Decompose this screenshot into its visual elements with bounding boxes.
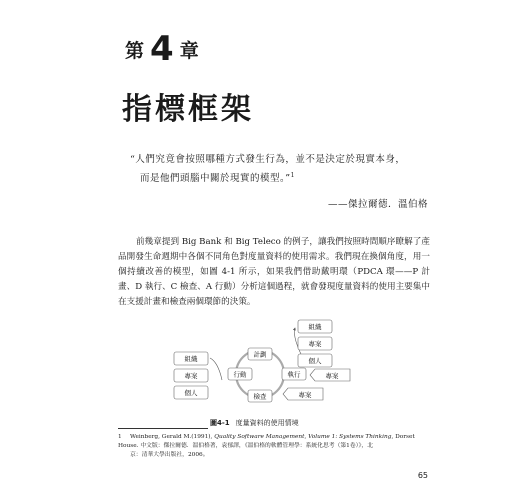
node-plan-label: 計劃: [253, 350, 267, 359]
chapter-number: 4: [150, 29, 174, 69]
left-box-3-label: 個人: [184, 389, 198, 397]
footnote-divider: [118, 428, 208, 429]
figure-caption: [210, 418, 299, 428]
arrow-box-2-label: 專案: [298, 391, 312, 399]
left-box-1-label: 組織: [184, 355, 198, 363]
right-box-3-label: 個人: [308, 357, 322, 365]
left-bracket: [210, 358, 222, 380]
page-number: 65: [417, 471, 428, 480]
epigraph-quote: [130, 152, 430, 187]
body-paragraph: [118, 235, 430, 310]
footnote-text-b: , Dorset House. 中文版：傑拉爾德．溫伯格著，袁郁譯，《溫伯格的軟體管理學：系統化思考（第1卷）》，北: [118, 434, 415, 449]
node-check-label: 檢查: [253, 392, 267, 401]
right-box-2-label: 專案: [308, 340, 322, 348]
footnote-number: 1: [118, 434, 122, 440]
quote-line-1: “人們究竟會按照哪種方式發生行為，並不是決定於現實本身，: [130, 154, 406, 165]
left-stack: [174, 352, 222, 399]
footnote-text-c: 京：清華大學出版社，2006。: [130, 452, 209, 458]
left-box-2-label: 專案: [184, 372, 198, 380]
figure-label: 圖4-1: [210, 419, 230, 427]
quote-footnote-marker: 1: [290, 172, 295, 179]
pdca-diagram: [160, 318, 360, 410]
footnote-text-a: Weinberg, Gerald M.(1991),: [130, 434, 215, 440]
chapter-heading: [125, 29, 199, 69]
footnote-book-title: Quality Software Management, Volume 1: Systems Thinking: [214, 434, 392, 440]
quote-attribution: ——傑拉爾德．溫伯格: [327, 199, 428, 210]
node-act-label: 行動: [233, 370, 247, 379]
chapter-suffix: 章: [179, 39, 199, 62]
figure-caption-text: 度量資料的使用情境: [235, 419, 299, 427]
right-stack: [294, 320, 332, 367]
right-box-1-label: 組織: [308, 323, 322, 331]
footnote: [118, 433, 436, 460]
chapter-prefix: 第: [125, 39, 145, 62]
quote-line-2: 而是他們頭腦中關於現實的模型。”: [140, 173, 291, 185]
node-do-label: 執行: [287, 370, 301, 379]
arrow-box-1-label: 專案: [325, 372, 339, 380]
body-text: 前幾章提到 Big Bank 和 Big Teleco 的例子，讓我們按照時間順序瞭解了產品開發生命週期中各個不同角色對度量資料的使用需求。我們現在換個角度，用一個持續改善的模型，如圖 4-1 所示，如果我們借助戴明環（PDCA 環——P 計畫、D 執行、C 檢查、A 行動）分析這個過程，就會發現度量資料的使用主要集中在支援計畫和檢查兩個環節的決策。: [118, 237, 430, 307]
chapter-title: 指標框架: [122, 92, 254, 127]
